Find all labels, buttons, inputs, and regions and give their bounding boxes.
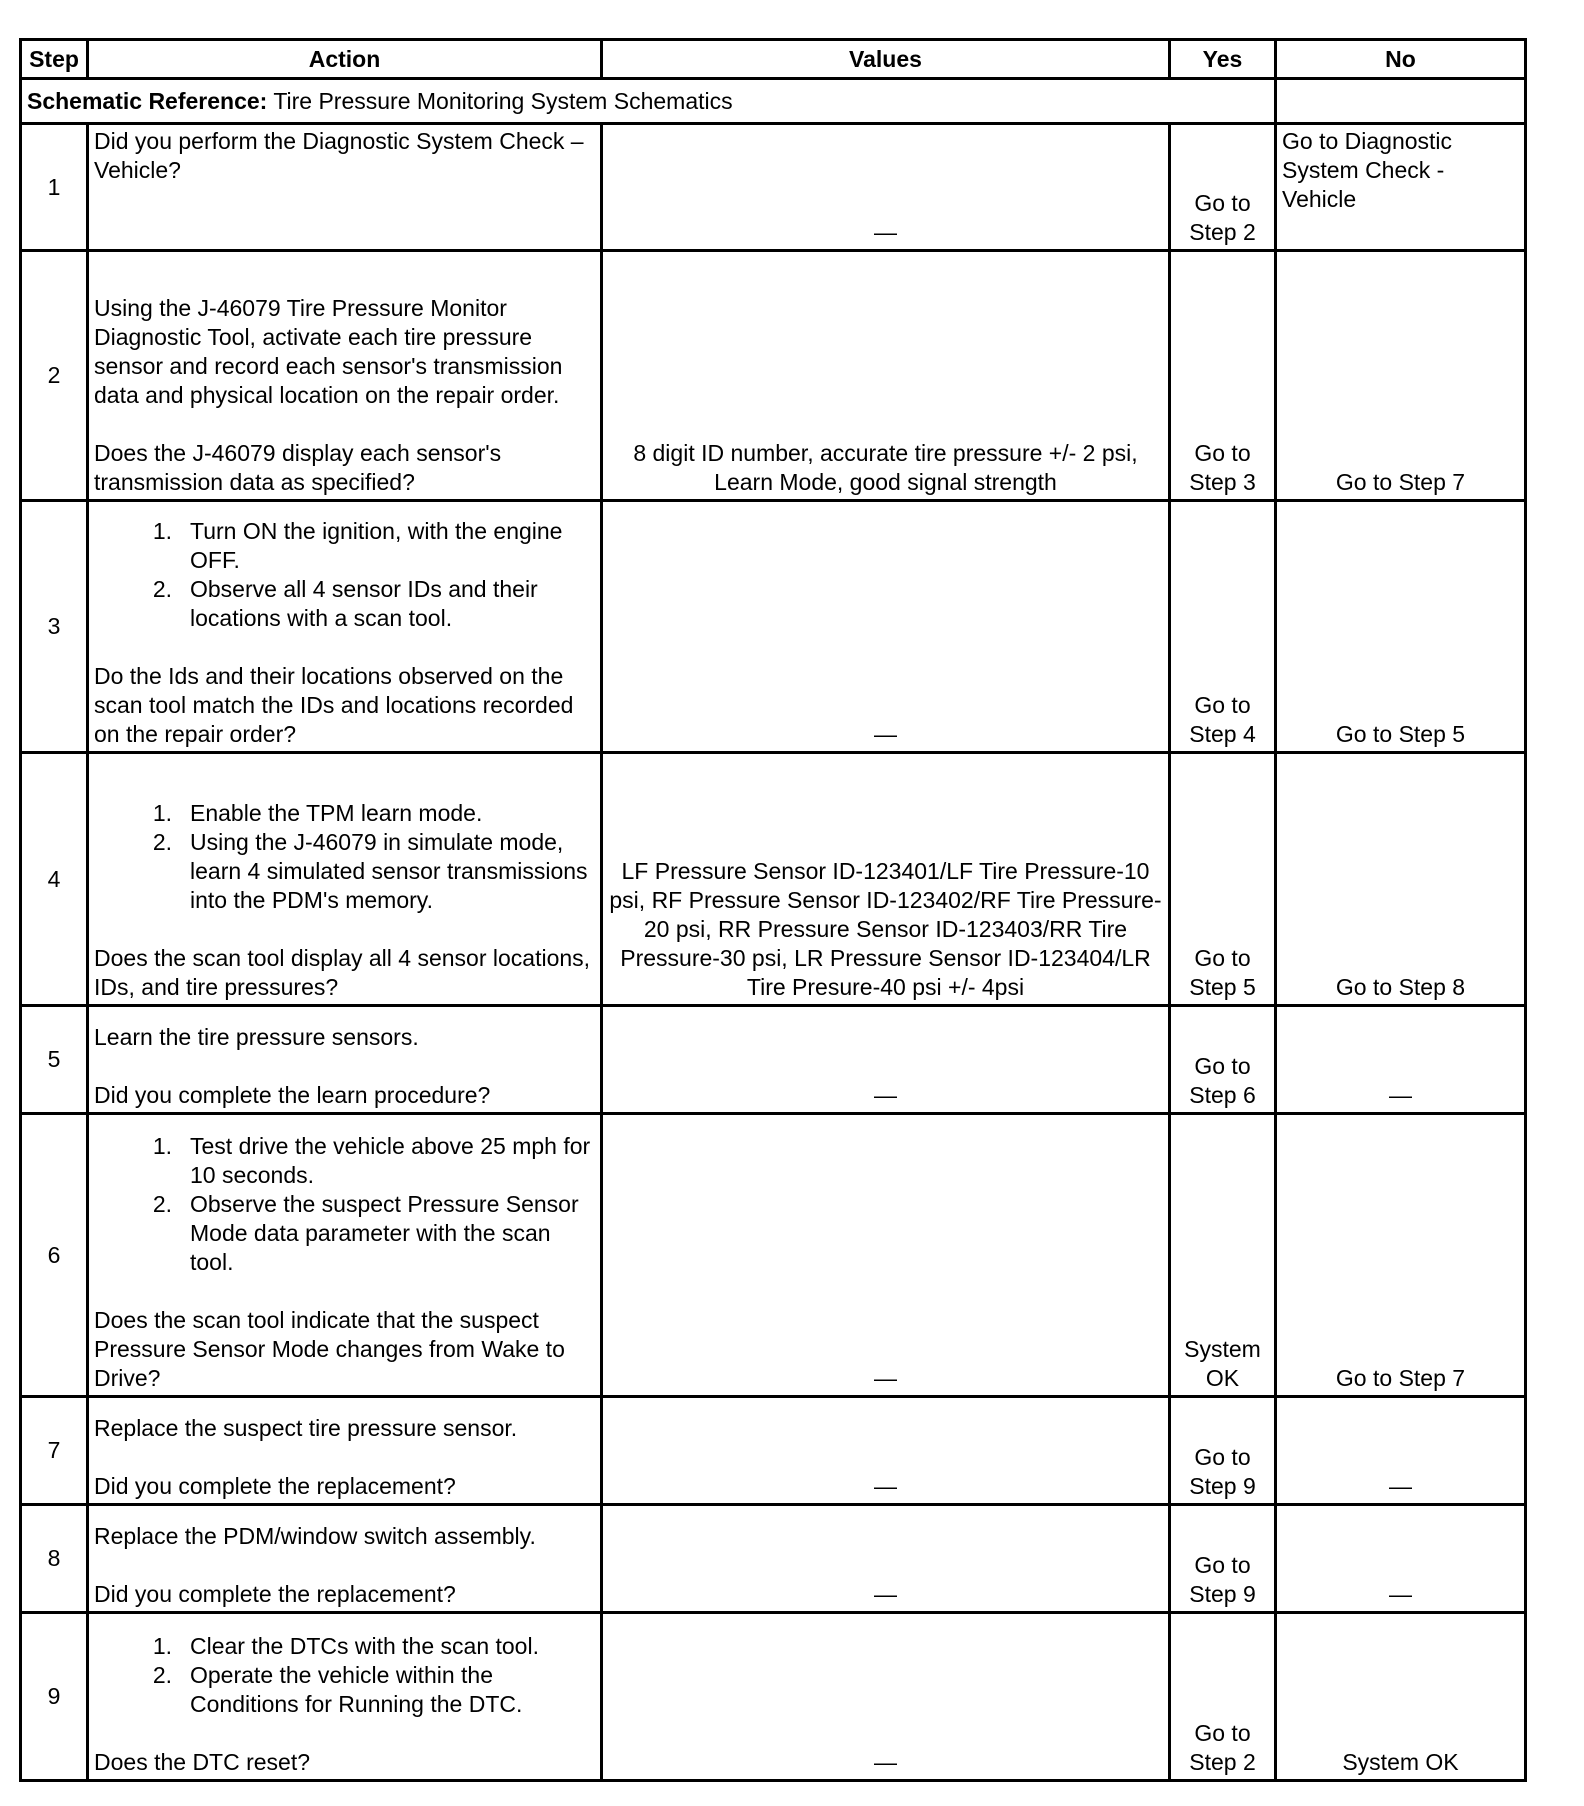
step-number: 2 bbox=[21, 251, 88, 501]
no-cell: — bbox=[1276, 1397, 1526, 1505]
action-cell bbox=[88, 753, 602, 1006]
step-number: 1 bbox=[21, 124, 88, 251]
step-number: 6 bbox=[21, 1114, 88, 1397]
yes-cell[interactable]: System OK bbox=[1170, 1114, 1276, 1397]
step-number: 8 bbox=[21, 1505, 88, 1613]
list-item: 2. Observe all 4 sensor IDs and their locations with a scan tool. bbox=[152, 576, 538, 631]
action-question: Does the J-46079 display each sensor's transmission data as specified? bbox=[94, 440, 502, 495]
action-intro: Replace the suspect tire pressure sensor. bbox=[94, 1415, 518, 1441]
action-cell bbox=[88, 251, 602, 501]
action-question: Does the DTC reset? bbox=[94, 1749, 311, 1775]
action-question: Does the scan tool indicate that the suspect Pressure Sensor Mode changes from Wake to Drive? bbox=[94, 1307, 565, 1391]
values-cell: — bbox=[602, 124, 1170, 251]
header-row bbox=[21, 40, 1526, 79]
header-no: No bbox=[1276, 40, 1526, 79]
action-steps-list bbox=[94, 1132, 595, 1277]
table-row bbox=[21, 753, 1526, 1006]
table-row bbox=[21, 1613, 1526, 1781]
schematic-label: Schematic Reference: bbox=[27, 87, 268, 114]
values-cell: 8 digit ID number, accurate tire pressure +/- 2 psi, Learn Mode, good signal strength bbox=[602, 251, 1170, 501]
no-cell[interactable]: Go to Step 5 bbox=[1276, 501, 1526, 753]
step-number: 9 bbox=[21, 1613, 88, 1781]
action-steps-list bbox=[94, 1632, 595, 1719]
table-row bbox=[21, 1114, 1526, 1397]
header-values: Values bbox=[602, 40, 1170, 79]
no-cell[interactable]: Go to Step 8 bbox=[1276, 753, 1526, 1006]
action-cell bbox=[88, 124, 602, 251]
header-yes: Yes bbox=[1170, 40, 1276, 79]
table-row bbox=[21, 1006, 1526, 1114]
action-question: Did you complete the replacement? bbox=[94, 1581, 456, 1607]
action-cell bbox=[88, 501, 602, 753]
yes-cell[interactable]: Go to Step 2 bbox=[1170, 124, 1276, 251]
table-row bbox=[21, 251, 1526, 501]
yes-cell[interactable]: Go to Step 9 bbox=[1170, 1397, 1276, 1505]
yes-cell[interactable]: Go to Step 2 bbox=[1170, 1613, 1276, 1781]
values-cell: — bbox=[602, 1397, 1170, 1505]
list-item: 1. Turn ON the ignition, with the engine OFF. bbox=[152, 518, 563, 573]
action-question: Does the scan tool display all 4 sensor locations, IDs, and tire pressures? bbox=[94, 945, 591, 1000]
no-cell[interactable]: Go to Step 7 bbox=[1276, 251, 1526, 501]
values-cell: — bbox=[602, 501, 1170, 753]
no-cell: — bbox=[1276, 1006, 1526, 1114]
yes-cell[interactable]: Go to Step 4 bbox=[1170, 501, 1276, 753]
action-steps-list bbox=[94, 799, 595, 915]
step-number: 5 bbox=[21, 1006, 88, 1114]
action-intro: Learn the tire pressure sensors. bbox=[94, 1024, 419, 1050]
action-question: Did you complete the replacement? bbox=[94, 1473, 456, 1499]
action-cell bbox=[88, 1397, 602, 1505]
yes-cell[interactable]: Go to Step 6 bbox=[1170, 1006, 1276, 1114]
values-cell: — bbox=[602, 1505, 1170, 1613]
values-cell: LF Pressure Sensor ID-123401/LF Tire Pressure-10 psi, RF Pressure Sensor ID-123402/RF Tire Pressure-20 psi, RR Pressure Sensor ID-123403/RR Tire Pressure-30 psi, LR Pressure Sensor ID-123404/LR Tire Presure-40 psi +/- 4psi bbox=[602, 753, 1170, 1006]
list-item: 1. Clear the DTCs with the scan tool. bbox=[152, 1633, 539, 1659]
action-question: Do the Ids and their locations observed on the scan tool match the IDs and locations recorded on the repair order? bbox=[94, 663, 574, 747]
schematic-reference bbox=[21, 79, 1276, 124]
step-number: 4 bbox=[21, 753, 88, 1006]
schematic-link[interactable]: Tire Pressure Monitoring System Schematics bbox=[267, 87, 733, 114]
action-steps-list bbox=[94, 517, 595, 633]
yes-cell[interactable]: Go to Step 3 bbox=[1170, 251, 1276, 501]
header-step: Step bbox=[21, 40, 88, 79]
no-cell: — bbox=[1276, 1505, 1526, 1613]
table-row bbox=[21, 1505, 1526, 1613]
list-item: 2. Using the J-46079 in simulate mode, learn 4 simulated sensor transmissions into the PDM's memory. bbox=[152, 829, 588, 913]
no-cell[interactable]: System OK bbox=[1276, 1613, 1526, 1781]
step-number: 3 bbox=[21, 501, 88, 753]
action-cell bbox=[88, 1006, 602, 1114]
action-cell bbox=[88, 1505, 602, 1613]
list-item: 2. Operate the vehicle within the Conditions for Running the DTC. bbox=[152, 1662, 523, 1717]
list-item: 1. Test drive the vehicle above 25 mph for 10 seconds. bbox=[152, 1133, 591, 1188]
table-row bbox=[21, 1397, 1526, 1505]
header-action: Action bbox=[88, 40, 602, 79]
schematic-empty-cell bbox=[1276, 79, 1526, 124]
values-cell: — bbox=[602, 1613, 1170, 1781]
schematic-reference-row bbox=[21, 79, 1526, 124]
action-cell bbox=[88, 1114, 602, 1397]
values-cell: — bbox=[602, 1114, 1170, 1397]
list-item: 1. Enable the TPM learn mode. bbox=[152, 800, 483, 826]
list-item: 2. Observe the suspect Pressure Sensor Mode data parameter with the scan tool. bbox=[152, 1191, 579, 1275]
action-intro: Replace the PDM/window switch assembly. bbox=[94, 1523, 536, 1549]
no-cell[interactable]: Go to Diagnostic System Check - Vehicle bbox=[1276, 124, 1526, 251]
action-cell bbox=[88, 1613, 602, 1781]
step-number: 7 bbox=[21, 1397, 88, 1505]
no-cell[interactable]: Go to Step 7 bbox=[1276, 1114, 1526, 1397]
table-row bbox=[21, 501, 1526, 753]
action-question: Did you complete the learn procedure? bbox=[94, 1082, 491, 1108]
action-intro: Did you perform the Diagnostic System Check – Vehicle? bbox=[94, 128, 584, 183]
diagnostic-table bbox=[19, 38, 1527, 1782]
yes-cell[interactable]: Go to Step 5 bbox=[1170, 753, 1276, 1006]
values-cell: — bbox=[602, 1006, 1170, 1114]
action-intro: Using the J-46079 Tire Pressure Monitor Diagnostic Tool, activate each tire pressure sensor and record each sensor's transmission data and physical location on the repair order. bbox=[94, 295, 563, 408]
yes-cell[interactable]: Go to Step 9 bbox=[1170, 1505, 1276, 1613]
table-row bbox=[21, 124, 1526, 251]
